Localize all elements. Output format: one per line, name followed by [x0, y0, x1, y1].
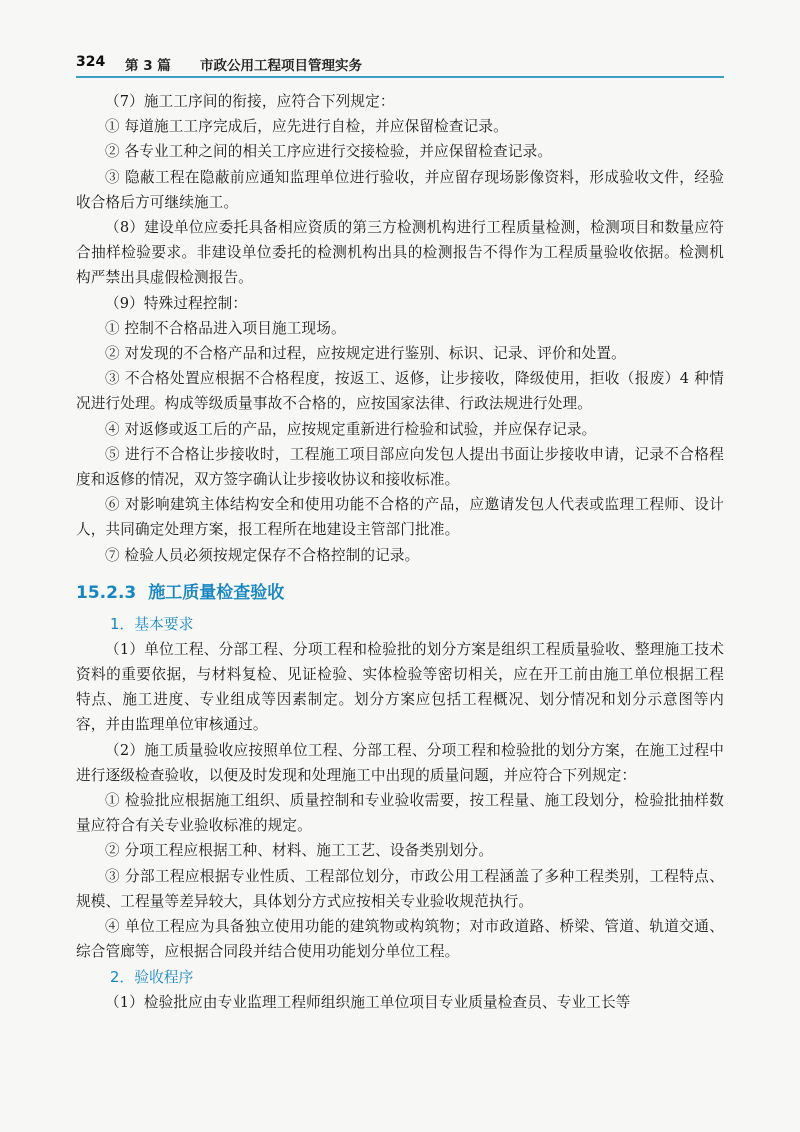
paragraph-7-item-2: ② 各专业工种之间的相关工序应进行交接检验，并应保留检查记录。 — [105, 143, 553, 161]
requirement-2-item-4: ④ 单位工程应为具备独立使用功能的建筑物或构筑物；对市政道路、桥梁、管道、轨道交通、综合管廊等，应根据合同段并结合使用功能划分单位工程。 — [76, 918, 724, 961]
section-number: 15.2.3 — [76, 582, 137, 603]
page-number: 324 — [76, 54, 106, 70]
part-title: 市政公用工程项目管理实务 — [200, 58, 362, 74]
section-heading — [76, 580, 724, 606]
subheading-acceptance-procedure: 2．验收程序 — [110, 968, 194, 986]
page-content — [76, 89, 724, 1015]
paragraph-9-item-1: ① 控制不合格品进入项目施工现场。 — [105, 319, 346, 337]
paragraph-9-item-4: ④ 对返修或返工后的产品，应按规定重新进行检验和试验，并应保存记录。 — [105, 420, 597, 438]
subheading-basic-requirements: 1．基本要求 — [110, 615, 194, 633]
paragraph-7-item-1: ① 每道施工工序完成后，应先进行自检，并应保留检查记录。 — [105, 118, 508, 136]
paragraph-9-item-3: ③ 不合格处置应根据不合格程度，按返工、返修，让步接收，降级使用，拒收（报废）4 种情况进行处理。构成等级质量事故不合格的，应按国家法律、行政法规进行处理。 — [76, 370, 724, 413]
paragraph-9-item-7: ⑦ 检验人员必须按规定保存不合格控制的记录。 — [105, 546, 420, 564]
paragraph-9-item-2: ② 对发现的不合格产品和过程，应按规定进行鉴别、标识、记录、评价和处置。 — [105, 345, 626, 363]
paragraph-7-title: （7）施工工序间的衔接，应符合下列规定： — [105, 93, 395, 110]
requirement-2-item-2: ② 分项工程应根据工种、材料、施工工艺、设备类别划分。 — [105, 842, 494, 860]
paragraph-7-item-3: ③ 隐蔽工程在隐蔽前应通知监理单位进行验收，并应留存现场影像资料，形成验收文件，经验收合格后方可继续施工。 — [76, 168, 724, 211]
requirement-2-item-1: ① 检验批应根据施工组织、质量控制和专业验收需要，按工程量、施工段划分，检验批抽样数量应符合有关专业验收标准的规定。 — [76, 792, 724, 835]
requirement-2-item-3: ③ 分部工程应根据专业性质、工程部位划分，市政公用工程涵盖了多种工程类别，工程特点、规模、工程量等差异较大，具体划分方式应按相关专业验收规范执行。 — [76, 867, 724, 910]
paragraph-9-item-6: ⑥ 对影响建筑主体结构安全和使用功能不合格的产品，应邀请发包人代表或监理工程师、设计人，共同确定处理方案，报工程所在地建设主管部门批准。 — [76, 496, 724, 539]
paragraph-9-title: （9）特殊过程控制： — [105, 294, 248, 312]
header-rule — [76, 76, 724, 78]
procedure-1: （1）检验批应由专业监理工程师组织施工单位项目专业质量检查员、专业工长等 — [105, 993, 631, 1011]
page-header — [76, 52, 724, 76]
requirement-1: （1）单位工程、分部工程、分项工程和检验批的划分方案是组织工程质量验收、整理施工技术资料的重要依据，与材料复检、见证检验、实体检验等密切相关，应在开工前由施工单位根据工程特点、施工进度、专业组成等因素制定。划分方案应包括工程概况、划分情况和划分示意图等内容，并由监理单位审核通过。 — [76, 640, 724, 734]
section-title: 施工质量检查验收 — [148, 582, 285, 603]
paragraph-9-item-5: ⑤ 进行不合格让步接收时，工程施工项目部应向发包人提出书面让步接收申请，记录不合格程度和返修的情况，双方签字确认让步接收协议和接收标准。 — [76, 445, 724, 489]
part-label: 第 3 篇 — [125, 58, 171, 74]
requirement-2: （2）施工质量验收应按照单位工程、分部工程、分项工程和检验批的划分方案，在施工过程中进行逐级检查验收，以便及时发现和处理施工中出现的质量问题，并应符合下列规定： — [76, 741, 724, 784]
paragraph-8: （8）建设单位应委托具备相应资质的第三方检测机构进行工程质量检测，检测项目和数量应符合抽样检验要求。非建设单位委托的检测机构出具的检测报告不得作为工程质量验收依据。检测机构严禁出具虚假检测报告。 — [76, 219, 724, 287]
